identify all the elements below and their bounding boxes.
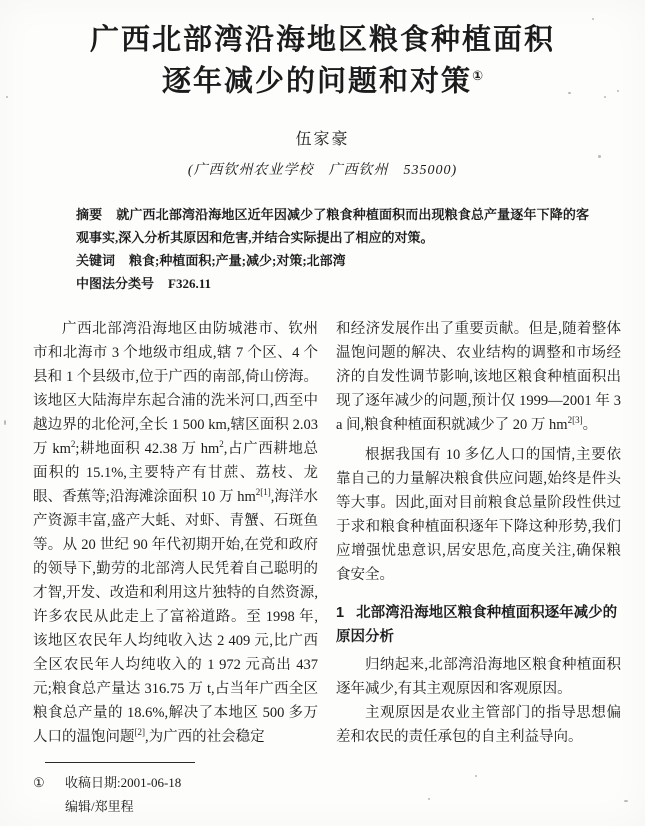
scan-speck [592, 18, 594, 20]
intro-text: 广西北部湾沿海地区由防城港市、钦州市和北海市 3 个地级市组成,辖 7 个区、4 个县和 1 个县级市,位于广西的南部,倚山傍海。该地区大陆海岸东起合浦的洗米河口,西至中越边界的北伦河,全长 1 500 km,辖区面积 2.03 万 km [33, 320, 318, 457]
footnote-divider [45, 762, 195, 763]
left-column [33, 317, 318, 749]
scan-speck [4, 420, 6, 425]
paper-title-line1: 广西北部湾沿海地区粮食种植面积 [89, 24, 555, 56]
received-date-text: 收稿日期:2001-06-18 [65, 775, 182, 790]
citation-ref-2: [2] [134, 726, 145, 737]
superscript-km2: 2 [70, 438, 76, 449]
abstract-text: 就广西北部湾沿海地区近年因减少了粮食种植面积而出现粮食总产量逐年下降的客观事实,深入分析其原因和危害,并结合实际提出了相应的对策。 [76, 206, 589, 245]
citation-ref-3: 2[3] [567, 414, 583, 425]
footnote-mark: ① [33, 775, 45, 790]
keywords-label: 关键词 [76, 252, 116, 268]
citation-ref-1: 2[1] [255, 486, 271, 497]
abstract-paragraph [76, 203, 589, 249]
intro-paragraph: 广西北部湾沿海地区由防城港市、钦州市和北海市 3 个地级市组成,辖 7 个区、4 个县和 1 个县级市,位于广西的南部,倚山傍海。该地区大陆海岸东起合浦的洗米河口,西至中越边界的北伦河,全长 1 500 km,辖区面积 2.03 万 km$^2$;耕地面积 42.38 万 hm$^2$,占广西耕地总面积的 15.1%,主要特产有甘蔗、荔枝、龙眼、香蕉等;沿海滩涂面积 10 万 hm$^{2[1]}$,海洋水产资源丰富,盛产大蚝、对虾、青蟹、石斑鱼等。从 20 世纪 90 年代初期开始,在党和政府的领导下,勤劳的北部湾人民凭着自己聪明的才智,开发、改造和利用这片独特的自然资源,许多农民从此走上了富裕道路。至 1998 年,该地区农民年人均纯收入达 2 409 元,比广西全区农民年人均纯收入的 1 972 元高出 437 元;粮食总产量达 316.75 万 t,占当年广西全区粮食总产量的 18.6%,解决了本地区 500 多万人口的温饱问题[2],为广西的社会稳定 [33, 320, 319, 745]
section-1-heading [336, 601, 621, 649]
clc-label: 中图法分类号 [76, 275, 155, 291]
author-name: 伍家豪 [295, 130, 350, 148]
superscript-hm2: 2 [219, 438, 224, 449]
scan-speck [428, 798, 430, 800]
section-1-number: 1 [336, 604, 345, 621]
context-paragraph: 根据我国有 10 多亿人口的国情,主要依靠自己的力量解决粮食供应问题,始终是件头等大事。因此,面对目前粮食总量阶段性供过于求和粮食种植面积逐年下降这种形势,我们应增强忧患意识,居安思危,高度关注,确保粮食安全。 [336, 446, 621, 583]
scan-speck [617, 90, 619, 92]
paper-title [0, 22, 645, 100]
abstract-block [76, 203, 589, 295]
section-1-paragraph-1: 归纳起来,北部湾沿海地区粮食种植面积逐年减少,有其主观原因和客观原因。 [336, 656, 621, 697]
section-1-paragraph-2: 主观原因是农业主管部门的指导思想偏差和农民的责任承包的自主利益导向。 [336, 704, 621, 745]
right-column [336, 317, 621, 749]
intro-continuation-paragraph: 和经济发展作出了重要贡献。但是,随着整体温饱问题的解决、农业结构的调整和市场经济的自发性调节影响,该地区粮食种植面积出现了逐年减少的问题,预计仅 1999—2001 年 3 a 间,粮食种植面积就减少了 20 万 hm$^{2[3]}$。 [336, 320, 621, 433]
paper-title-line2: 逐年减少的问题和对策 [161, 65, 472, 98]
clc-number: F326.11 [168, 275, 211, 291]
title-footnote-mark: ① [472, 68, 484, 83]
author-affiliation: (广西钦州农业学校 广西钦州 535000) [187, 162, 458, 178]
scan-speck [624, 800, 628, 802]
keywords-text: 粮食;种植面积;产量;减少;对策;北部湾 [129, 252, 346, 268]
clc-paragraph [76, 272, 589, 295]
footnote-received-date [33, 771, 333, 795]
scan-speck [604, 96, 606, 98]
scan-speck [6, 96, 8, 98]
footnote-editor: 编辑/郑里程 [65, 799, 134, 814]
scan-speck [475, 775, 477, 777]
keywords-paragraph [76, 249, 589, 272]
scan-speck [598, 155, 601, 158]
abstract-label: 摘要 [76, 206, 103, 222]
footnote-block [33, 762, 333, 819]
body-columns [33, 317, 621, 749]
continuation-text: 和经济发展作出了重要贡献。但是,随着整体温饱问题的解决、农业结构的调整和市场经济的自发性调节影响,该地区粮食种植面积出现了逐年减少的问题,预计仅 1999—2001 年 3 a 间,粮食种植面积就减少了 20 万 hm [336, 320, 621, 433]
scan-speck [568, 92, 571, 94]
section-1-title: 北部湾沿海地区粮食种植面积逐年减少的原因分析 [336, 604, 618, 645]
